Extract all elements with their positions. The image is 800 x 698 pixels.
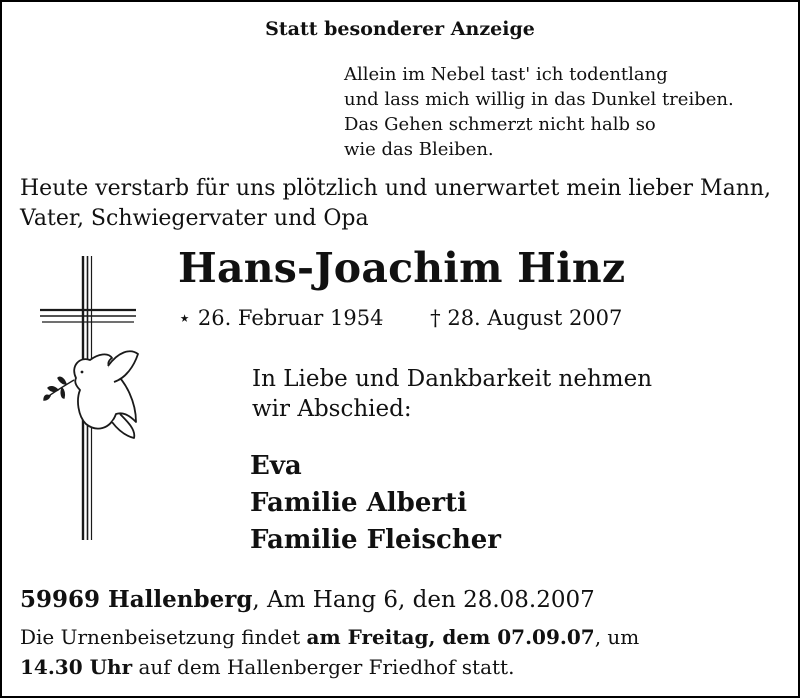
- poem-line: Allein im Nebel tast' ich todentlang: [344, 64, 668, 85]
- poem-line: Das Gehen schmerzt nicht halb so: [344, 114, 656, 135]
- funeral-line: [20, 622, 639, 652]
- birth-star-icon: ⋆: [178, 306, 192, 330]
- poem-line: wie das Bleiben.: [344, 139, 494, 160]
- funeral-line: [20, 652, 639, 682]
- death-date: 28. August 2007: [447, 306, 623, 330]
- mourner-name: Eva: [250, 451, 302, 481]
- funeral-text: Die Urnenbeisetzung findet: [20, 625, 307, 649]
- postal-city: 59969 Hallenberg: [20, 586, 253, 613]
- farewell-line: wir Abschied:: [252, 396, 412, 422]
- mourners-list: [250, 448, 501, 559]
- deceased-name: Hans-Joachim Hinz: [178, 244, 626, 292]
- funeral-text: auf dem Hallenberger Friedhof statt.: [132, 655, 515, 679]
- birth-date: 26. Februar 1954: [197, 306, 384, 330]
- funeral-info: [20, 622, 639, 682]
- mourner-name: Familie Alberti: [250, 488, 467, 518]
- death-cross-icon: †: [430, 306, 441, 330]
- poem: [344, 62, 734, 162]
- intro-text: [20, 174, 771, 234]
- poem-line: und lass mich willig in das Dunkel treiben.: [344, 89, 734, 110]
- funeral-text: , um: [594, 625, 640, 649]
- life-dates: [178, 306, 622, 330]
- intro-line: Heute verstarb für uns plötzlich und unerwartet mein lieber Mann,: [20, 176, 772, 201]
- address-rest: , Am Hang 6, den 28.08.2007: [252, 587, 595, 613]
- cross-icon: [36, 254, 140, 544]
- address-line: [20, 586, 595, 613]
- mourner-name: Familie Fleischer: [250, 525, 501, 555]
- funeral-time: 14.30 Uhr: [20, 655, 133, 679]
- farewell-text: [252, 364, 652, 424]
- notice-heading: Statt besonderer Anzeige: [265, 18, 535, 40]
- farewell-line: In Liebe und Dankbarkeit nehmen: [252, 366, 653, 392]
- funeral-date: am Freitag, dem 07.09.07: [306, 625, 595, 649]
- intro-line: Vater, Schwiegervater und Opa: [20, 206, 369, 231]
